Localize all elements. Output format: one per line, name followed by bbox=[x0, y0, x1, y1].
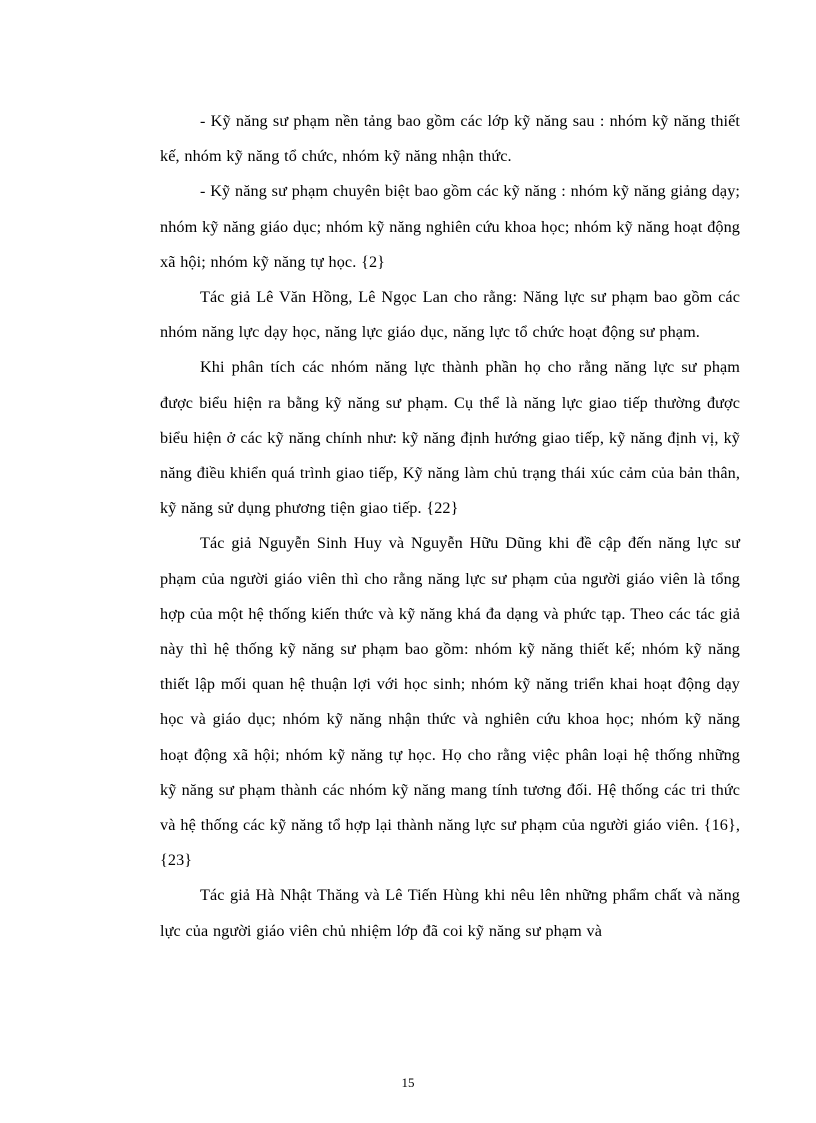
paragraph: Tác giả Nguyễn Sinh Huy và Nguyễn Hữu Dũng khi đề cập đến năng lực sư phạm của người giáo viên thì cho rằng năng lực sư phạm của người giáo viên là tổng hợp của một hệ thống kiến thức và kỹ năng khá đa dạng và phức tạp. Theo các tác giả này thì hệ thống kỹ năng sư phạm bao gồm: nhóm kỹ năng thiết kế; nhóm kỹ năng thiết lập mối quan hệ thuận lợi với học sinh; nhóm kỹ năng triển khai hoạt động dạy học và giáo dục; nhóm kỹ năng nhận thức và nghiên cứu khoa học; nhóm kỹ năng hoạt động xã hội; nhóm kỹ năng tự học. Họ cho rằng việc phân loại hệ thống những kỹ năng sư phạm thành các nhóm kỹ năng mang tính tương đối. Hệ thống các tri thức và hệ thống các kỹ năng tổ hợp lại thành năng lực sư phạm của người giáo viên. {16},{23} bbox=[160, 534, 740, 870]
paragraph: - Kỹ năng sư phạm chuyên biệt bao gồm các kỹ năng : nhóm kỹ năng giảng dạy; nhóm kỹ năng giáo dục; nhóm kỹ năng nghiên cứu khoa học; nhóm kỹ năng hoạt động xã hội; nhóm kỹ năng tự học. {2} bbox=[160, 182, 740, 271]
paragraph: - Kỹ năng sư phạm nền tảng bao gồm các lớp kỹ năng sau : nhóm kỹ năng thiết kế, nhóm kỹ năng tổ chức, nhóm kỹ năng nhận thức. bbox=[160, 112, 740, 166]
paragraph: Tác giả Lê Văn Hồng, Lê Ngọc Lan cho rằng: Năng lực sư phạm bao gồm các nhóm năng lực dạy học, năng lực giáo dục, năng lực tổ chức hoạt động sư phạm. bbox=[160, 288, 740, 342]
paragraph: Khi phân tích các nhóm năng lực thành phần họ cho rằng năng lực sư phạm được biểu hiện ra bằng kỹ năng sư phạm. Cụ thể là năng lực giao tiếp thường được biểu hiện ở các kỹ năng chính như: kỹ năng định hướng giao tiếp, kỹ năng định vị, kỹ năng điều khiển quá trình giao tiếp, Kỹ năng làm chủ trạng thái xúc cảm của bản thân, kỹ năng sử dụng phương tiện giao tiếp. {22} bbox=[160, 358, 740, 518]
page-number: 15 bbox=[401, 1075, 415, 1090]
page-body bbox=[160, 104, 740, 949]
paragraph: Tác giả Hà Nhật Thăng và Lê Tiến Hùng khi nêu lên những phẩm chất và năng lực của người giáo viên chủ nhiệm lớp đã coi kỹ năng sư phạm và bbox=[160, 886, 740, 940]
